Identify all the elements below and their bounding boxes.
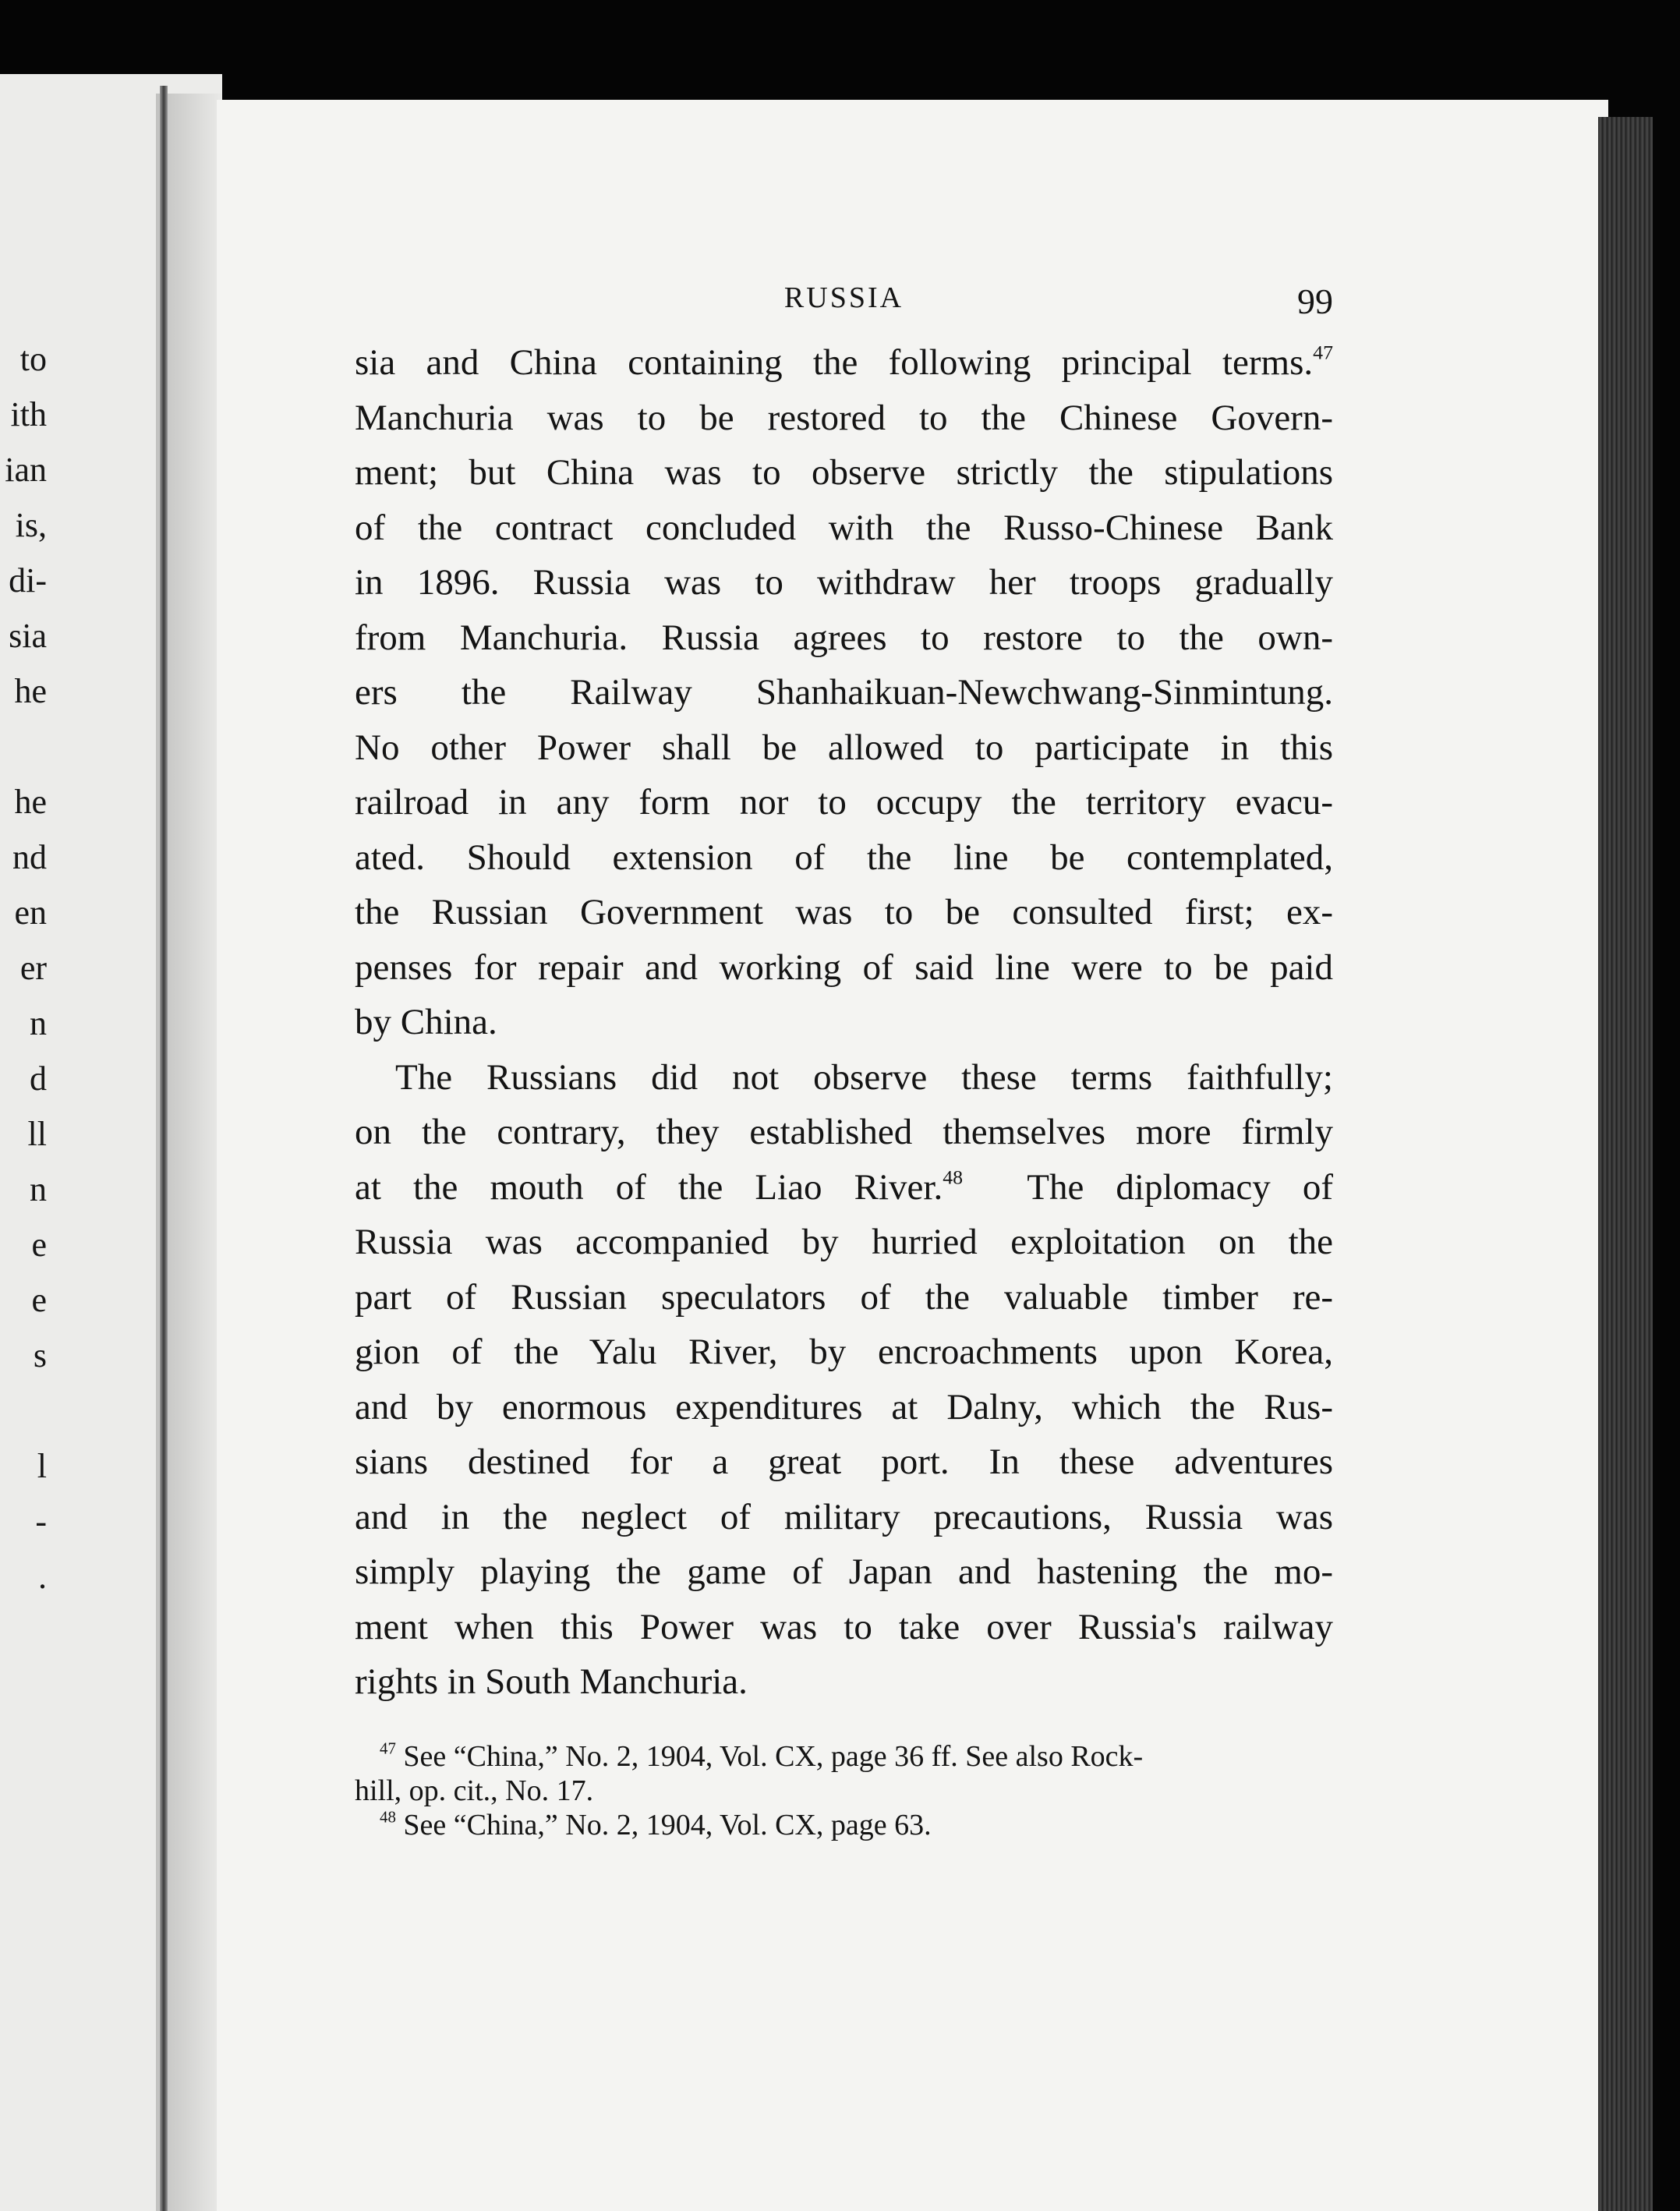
- text-line: simply playing the game of Japan and hastening the mo-: [355, 1551, 1333, 1592]
- page-number: 99: [1297, 281, 1333, 321]
- text-line: sians destined for a great port. In these adventures: [355, 1442, 1333, 1482]
- book-gutter: [160, 86, 168, 2211]
- text-line: at the mouth of the Liao River.$^{48}$ The diplomacy of: [355, 1166, 1333, 1208]
- page-content: [355, 281, 1333, 1842]
- left-fragment: n: [30, 1004, 47, 1042]
- text-line: Russia was accompanied by hurried exploitation on the: [355, 1222, 1333, 1262]
- text-line: rights in South Manchuria.: [355, 1661, 748, 1702]
- left-fragment: nd: [12, 838, 47, 876]
- footnote-line: $^{48}$ See “China,” No. 2, 1904, Vol. CX, page 63.: [380, 1807, 932, 1841]
- footnote-ref-48: 48: [943, 1166, 964, 1189]
- left-fragment: sia: [9, 617, 47, 655]
- text-line: on the contrary, they established themselves more firmly: [355, 1112, 1333, 1152]
- footnotes: [355, 1739, 1333, 1842]
- text-line: by China.: [355, 1002, 497, 1042]
- left-fragment: en: [14, 893, 47, 932]
- text-line: sia and China containing the following principal terms.$^{47}$: [355, 341, 1333, 383]
- footnote-47: [355, 1739, 1333, 1808]
- footnote-mark: 48: [380, 1807, 396, 1826]
- left-fragment: l: [37, 1447, 47, 1485]
- text-line: penses for repair and working of said line were to be paid: [355, 946, 1333, 988]
- left-fragment: .: [38, 1558, 47, 1596]
- text-line: The Russians did not observe these terms faithfully;: [395, 1056, 1333, 1098]
- text-line: ers the Railway Shanhaikuan-Newchwang-Sinmintung.: [355, 672, 1333, 713]
- text-line: gion of the Yalu River, by encroachments upon Korea,: [355, 1332, 1333, 1372]
- left-fragment: [0, 1383, 47, 1438]
- text-line: railroad in any form nor to occupy the territory evacu-: [355, 782, 1333, 822]
- text-line: of the contract concluded with the Russo-Chinese Bank: [355, 507, 1333, 548]
- text-line: Manchuria was to be restored to the Chinese Govern-: [355, 397, 1333, 438]
- left-fragment: ll: [27, 1115, 47, 1153]
- left-fragment: n: [30, 1170, 47, 1208]
- left-fragment: di-: [9, 561, 47, 600]
- paragraph-2: [355, 1050, 1333, 1710]
- text-line: part of Russian speculators of the valuable timber re-: [355, 1276, 1333, 1318]
- left-fragment: is,: [15, 506, 47, 544]
- left-fragment: e: [31, 1226, 47, 1264]
- left-fragment: to: [19, 340, 47, 378]
- left-fragment: e: [31, 1281, 47, 1319]
- text-line: and in the neglect of military precautions, Russia was: [355, 1496, 1333, 1537]
- left-fragment: er: [19, 949, 47, 987]
- text-line: from Manchuria. Russia agrees to restore to the own-: [355, 617, 1333, 658]
- text-line: No other Power shall be allowed to participate in this: [355, 727, 1333, 768]
- footnote-mark: 47: [380, 1739, 396, 1757]
- left-fragment: -: [35, 1502, 47, 1541]
- footnote-ref-47: 47: [1313, 341, 1333, 364]
- text-line: the Russian Government was to be consulted first; ex-: [355, 892, 1333, 932]
- left-fragment: [0, 719, 47, 774]
- text-line: ment when this Power was to take over Russia's railway: [355, 1606, 1333, 1647]
- footnote-48: [355, 1808, 1333, 1842]
- page-edges: [1598, 117, 1653, 2211]
- left-fragment: ith: [10, 395, 47, 433]
- text-line: ated. Should extension of the line be contemplated,: [355, 837, 1333, 878]
- footnote-line: hill, op. cit., No. 17.: [355, 1774, 594, 1807]
- left-page-text-fragments: [0, 331, 47, 1604]
- running-head: [355, 281, 1333, 335]
- left-fragment: he: [14, 783, 47, 821]
- footnote-line: $^{47}$ See “China,” No. 2, 1904, Vol. CX, page 36 ff. See also Rock-: [380, 1739, 1144, 1773]
- left-fragment: ian: [5, 451, 47, 489]
- text-line: and by enormous expenditures at Dalny, which the Rus-: [355, 1386, 1333, 1427]
- running-head-title: RUSSIA: [783, 281, 904, 314]
- left-fragment: d: [30, 1060, 47, 1098]
- paragraph-1: [355, 335, 1333, 1050]
- text-line: ment; but China was to observe strictly the stipulations: [355, 452, 1333, 493]
- left-fragment: s: [33, 1336, 47, 1374]
- left-fragment: he: [14, 672, 47, 710]
- text-line: in 1896. Russia was to withdraw her troops gradually: [355, 562, 1333, 603]
